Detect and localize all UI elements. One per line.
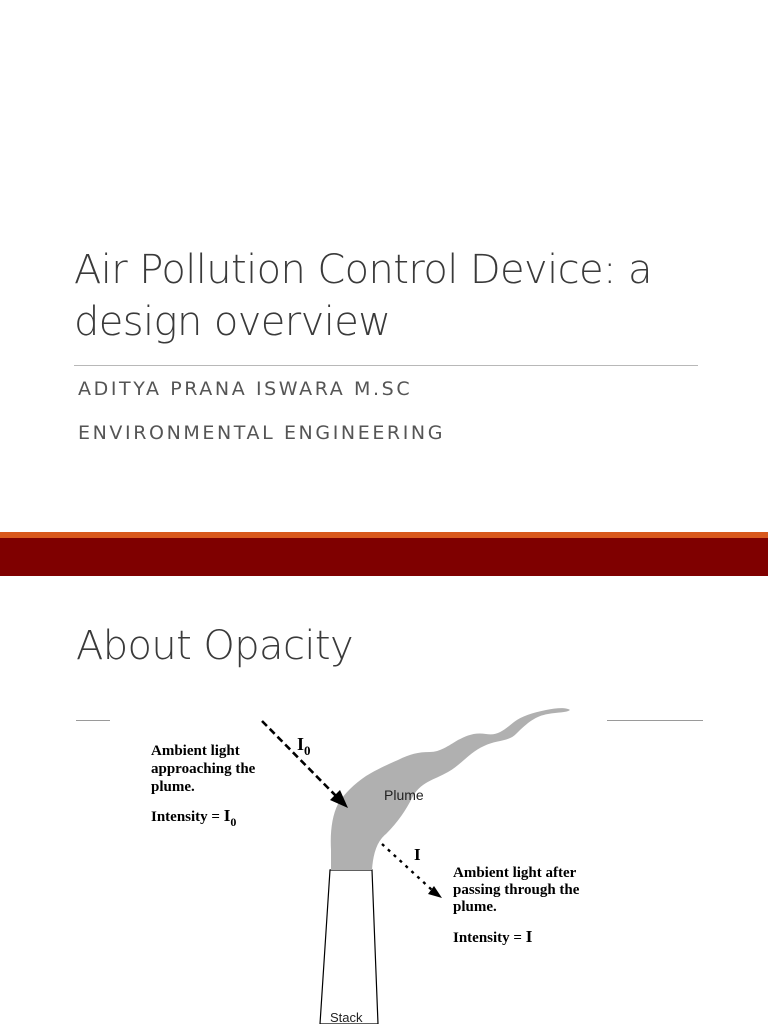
incoming-symbol-letter: I [297, 734, 305, 754]
stack-shape [320, 870, 378, 1024]
incoming-intensity-subscript: 0 [230, 815, 237, 829]
plume-label: Plume [384, 787, 424, 803]
outgoing-desc-line-2: passing through the [453, 882, 580, 898]
slide-heading: About Opacity [76, 623, 354, 669]
title-divider [74, 365, 698, 366]
outgoing-desc-line-3: plume. [453, 899, 497, 915]
stack-label: Stack [330, 1010, 363, 1024]
outgoing-intensity-symbol: I [414, 845, 421, 864]
incoming-desc-line-1: Ambient light [151, 743, 240, 759]
outgoing-light-arrow [382, 844, 432, 890]
slide-title-line-2: design overview [74, 299, 391, 345]
plume-shape [331, 708, 570, 870]
incoming-intensity-symbol [297, 734, 311, 758]
outgoing-intensity-letter: I [525, 927, 533, 946]
slide-title [74, 244, 714, 348]
opacity-diagram [0, 576, 768, 1024]
department-name: ENVIRONMENTAL ENGINEERING [78, 422, 446, 444]
outgoing-intensity-text [453, 927, 533, 946]
outgoing-desc-line-1: Ambient light after [453, 865, 577, 881]
opacity-slide [0, 576, 768, 1024]
incoming-desc-line-2: approaching the [151, 761, 256, 777]
incoming-intensity-label: Intensity = [151, 809, 224, 825]
incoming-symbol-subscript: 0 [304, 743, 311, 758]
incoming-desc-line-3: plume. [151, 779, 195, 795]
author-name: ADITYA PRANA ISWARA M.SC [78, 378, 413, 400]
incoming-intensity-text [151, 806, 236, 829]
slide-separator-band [0, 538, 768, 576]
outgoing-intensity-label: Intensity = [453, 930, 526, 946]
incoming-light-arrow [262, 721, 338, 798]
slide-title-line-1: Air Pollution Control Device: a [74, 247, 652, 293]
incoming-intensity-letter: I [223, 806, 231, 825]
